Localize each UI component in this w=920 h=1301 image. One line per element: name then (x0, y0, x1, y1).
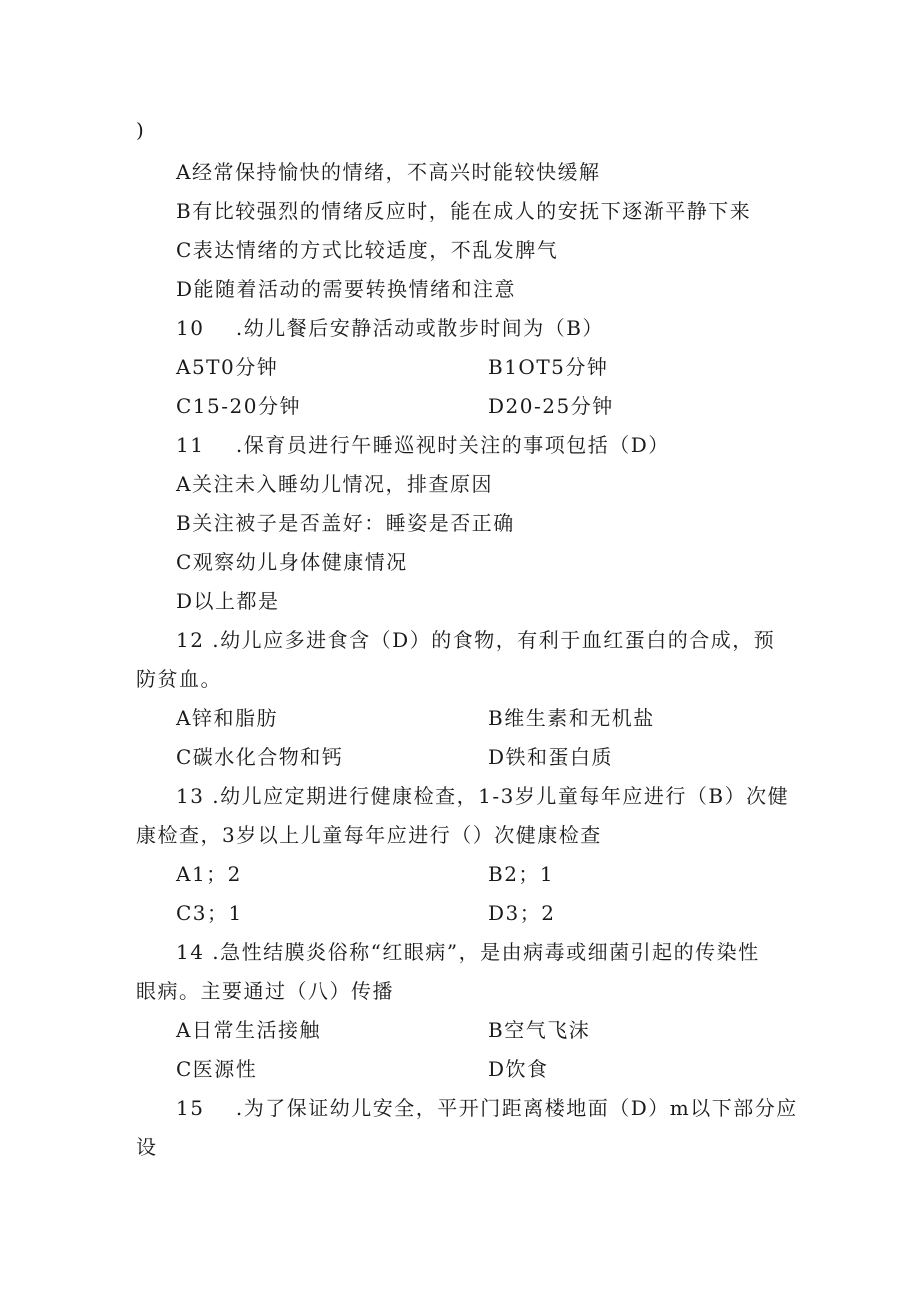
question-14: 14 .急性结膜炎俗称“红眼病”，是由病毒或细菌引起的传染性 (176, 940, 760, 964)
option-d: D铁和蛋白质 (488, 745, 614, 769)
option-b: B2；1 (488, 862, 555, 886)
option-c: C医源性 (176, 1057, 258, 1081)
option-a: A关注未入睡幼儿情况，排查原因 (176, 472, 493, 496)
option-c: C观察幼儿身体健康情况 (176, 550, 408, 574)
question-15: 15 .为了保证幼儿安全，平开门距离楼地面（D）m以下部分应 (176, 1096, 798, 1120)
option-a: A锌和脂肪 (176, 706, 278, 730)
option-c: C表达情绪的方式比较适度，不乱发脾气 (176, 238, 559, 262)
option-c: C碳水化合物和钙 (176, 745, 344, 769)
option-d: D3；2 (488, 901, 556, 925)
option-b: B关注被子是否盖好：睡姿是否正确 (176, 511, 515, 535)
option-d: D能随着活动的需要转换情绪和注意 (176, 277, 517, 301)
question-13-cont: 康检查，3岁以上儿童每年应进行（）次健康检查 (136, 823, 602, 847)
question-10: 10 .幼儿餐后安静活动或散步时间为（B） (176, 316, 604, 340)
option-d: D20-25分钟 (488, 394, 614, 418)
option-d: D饮食 (488, 1057, 549, 1081)
text-line: ) (136, 118, 146, 142)
option-a: A日常生活接触 (176, 1018, 321, 1042)
option-a: A1；2 (176, 862, 242, 886)
question-14-cont: 眼病。主要通过（八）传播 (136, 979, 394, 1003)
option-b: B维生素和无机盐 (488, 706, 655, 730)
option-b: B有比较强烈的情绪反应时，能在成人的安抚下逐渐平静下来 (176, 199, 752, 223)
question-12: 12 .幼儿应多进食含（D）的食物，有利于血红蛋白的合成，预 (176, 628, 776, 652)
option-d: D以上都是 (176, 589, 280, 613)
question-12-cont: 防贫血。 (136, 667, 222, 691)
question-13: 13 .幼儿应定期进行健康检查，1-3岁儿童每年应进行（B）次健 (176, 784, 790, 808)
question-15-cont: 设 (136, 1135, 158, 1159)
option-c: C3；1 (176, 901, 243, 925)
option-a: A经常保持愉快的情绪，不高兴时能较快缓解 (176, 160, 601, 184)
option-b: B1OT5分钟 (488, 355, 609, 379)
option-b: B空气飞沫 (488, 1018, 591, 1042)
question-11: 11 .保育员进行午睡巡视时关注的事项包括（D） (176, 433, 670, 457)
option-a: A5T0分钟 (176, 355, 279, 379)
option-c: C15-20分钟 (176, 394, 301, 418)
